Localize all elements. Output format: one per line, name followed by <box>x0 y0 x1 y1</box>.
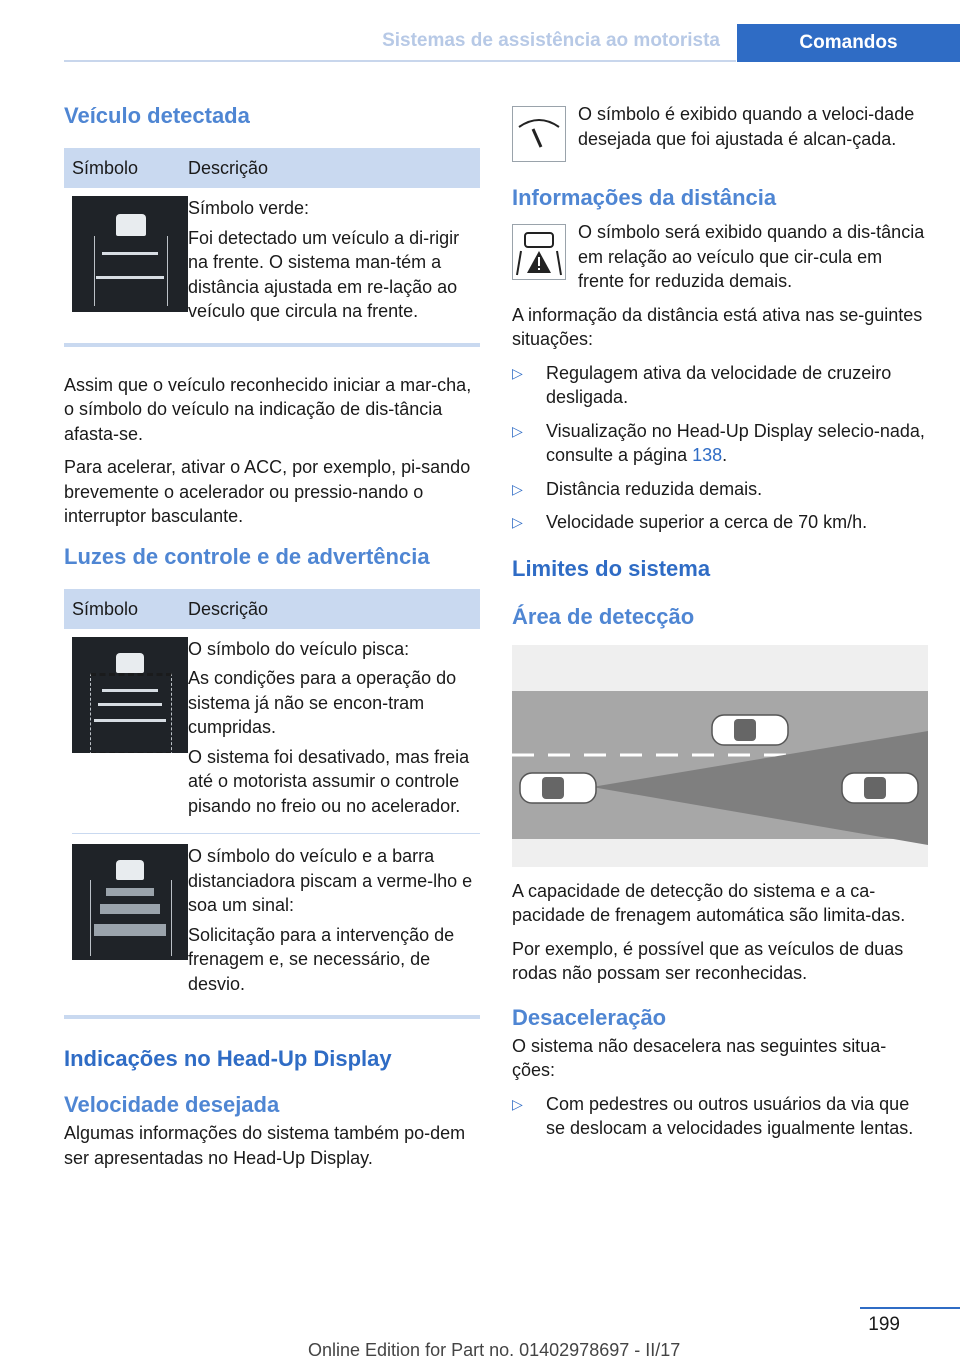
page-number: 199 <box>868 1314 900 1335</box>
header-tab: Comandos <box>737 24 960 62</box>
list-item: ▷ Velocidade superior a cerca de 70 km/h. <box>512 510 928 535</box>
table-row <box>64 188 480 329</box>
description-line: O sistema foi desativado, mas freia até o motorista assumir o controle pisando no freio ou no acelerador. <box>188 746 470 816</box>
vehicle-detected-green-icon <box>72 196 188 312</box>
list-item: ▷ Regulagem ativa da velocidade de cruzeiro desligada. <box>512 362 892 407</box>
bullet-list <box>512 361 928 535</box>
symbol-table-2 <box>64 589 480 1020</box>
description-line: Foi detectado um veículo a di-rigir na frente. O sistema man-tém a distância ajustada em re-lação ao veículo que circula na frente. <box>188 227 460 321</box>
heading-hud: Indicações no Head-Up Display <box>64 1046 392 1071</box>
heading-system-limits: Limites do sistema <box>512 555 711 581</box>
triangle-bullet-icon: ▷ <box>512 1095 523 1112</box>
table-header <box>64 148 480 188</box>
symbol-cell <box>64 844 188 1001</box>
symbol-table-1 <box>64 148 480 347</box>
list-item: ▷ Distância reduzida demais. <box>512 477 928 502</box>
triangle-bullet-icon: ▷ <box>512 364 523 381</box>
left-column <box>64 102 480 1179</box>
page-link[interactable]: 138 <box>692 445 723 465</box>
table-end-rule <box>64 343 480 347</box>
paragraph: Para acelerar, ativar o ACC, por exemplo, pi-sando brevemente o acelerador ou pressio-nando o interruptor basculante. <box>64 457 471 526</box>
vehicle-bar-red-icon <box>72 844 188 960</box>
heading-desired-speed: Velocidade desejada <box>64 1092 280 1117</box>
col-symbol: Símbolo <box>72 598 139 619</box>
description-line: Símbolo verde: <box>188 198 310 218</box>
heading-deceleration: Desaceleração <box>512 1004 667 1030</box>
triangle-bullet-icon: ▷ <box>512 480 523 497</box>
description-cell <box>188 844 480 1001</box>
vehicle-flashing-icon <box>72 637 188 753</box>
header-section-title: Sistemas de assistência ao motorista <box>382 30 720 51</box>
list-item: ▷ Visualização no Head-Up Display selecio-nada, consulte a página 138. <box>512 420 925 465</box>
paragraph: Assim que o veículo reconhecido iniciar a mar-cha, o símbolo do veículo na indicação de dis-tância afasta-se. <box>64 374 472 444</box>
paragraph: Por exemplo, é possível que as veículos de duas rodas não possam ser reconhecidas. <box>512 938 904 983</box>
right-column <box>512 102 928 1150</box>
distance-warning-icon <box>512 224 566 280</box>
list-item: ▷ Com pedestres ou outros usuários da via que se deslocam a velocidades igualmente lentas. <box>512 1093 914 1138</box>
col-description: Descrição <box>188 158 269 178</box>
heading-lights: Luzes de controle e de advertência <box>64 543 430 569</box>
paragraph: A capacidade de detecção do sistema e a ca-pacidade de frenagem automática são limita-das. <box>512 880 906 925</box>
row-divider <box>72 833 480 834</box>
paragraph: A informação da distância está ativa nas se-guintes situações: <box>512 304 923 349</box>
triangle-bullet-icon: ▷ <box>512 422 523 439</box>
triangle-bullet-icon: ▷ <box>512 514 523 530</box>
paragraph: O sistema não desacelera nas seguintes situa-ções: <box>512 1035 887 1080</box>
header-rule <box>64 60 736 62</box>
heading-distance-info: Informações da distância <box>512 185 777 210</box>
table-row <box>64 844 480 1001</box>
col-symbol: Símbolo <box>72 158 139 178</box>
heading-detection-area: Área de detecção <box>512 603 695 629</box>
description-cell <box>188 196 480 329</box>
bullet-list <box>512 1092 928 1141</box>
table-row <box>64 629 480 824</box>
description-line: O símbolo do veículo pisca: <box>188 638 410 659</box>
description-line: O símbolo do veículo e a barra distanciadora piscam a verme-lho e soa um sinal: <box>188 846 473 915</box>
symbol-cell <box>64 637 188 824</box>
table-end-rule <box>64 1015 480 1019</box>
description-line: As condições para a operação do sistema já não se encon-tram cumpridas. <box>188 668 457 737</box>
symbol-cell <box>64 196 188 329</box>
edition-footer: Online Edition for Part no. 01402978697 - II/17 <box>308 1340 681 1360</box>
footer-rule <box>860 1307 960 1309</box>
speedometer-icon <box>512 106 566 162</box>
paragraph: Algumas informações do sistema também po-dem ser apresentadas no Head-Up Display. <box>64 1123 466 1168</box>
table-header <box>64 589 480 629</box>
col-description: Descrição <box>188 598 269 619</box>
paragraph: O símbolo é exibido quando a veloci-dade desejada que foi ajustada é alcan-çada. <box>578 104 915 149</box>
heading-vehicle-detected: Veículo detectada <box>64 103 250 128</box>
description-cell <box>188 637 480 824</box>
detection-area-illustration <box>512 645 928 867</box>
description-line: Solicitação para a intervenção de frenagem e, se necessário, de desvio. <box>188 924 455 994</box>
paragraph: O símbolo será exibido quando a dis-tância em relação ao veículo que cir-cula em frente for reduzida demais. <box>578 222 925 291</box>
